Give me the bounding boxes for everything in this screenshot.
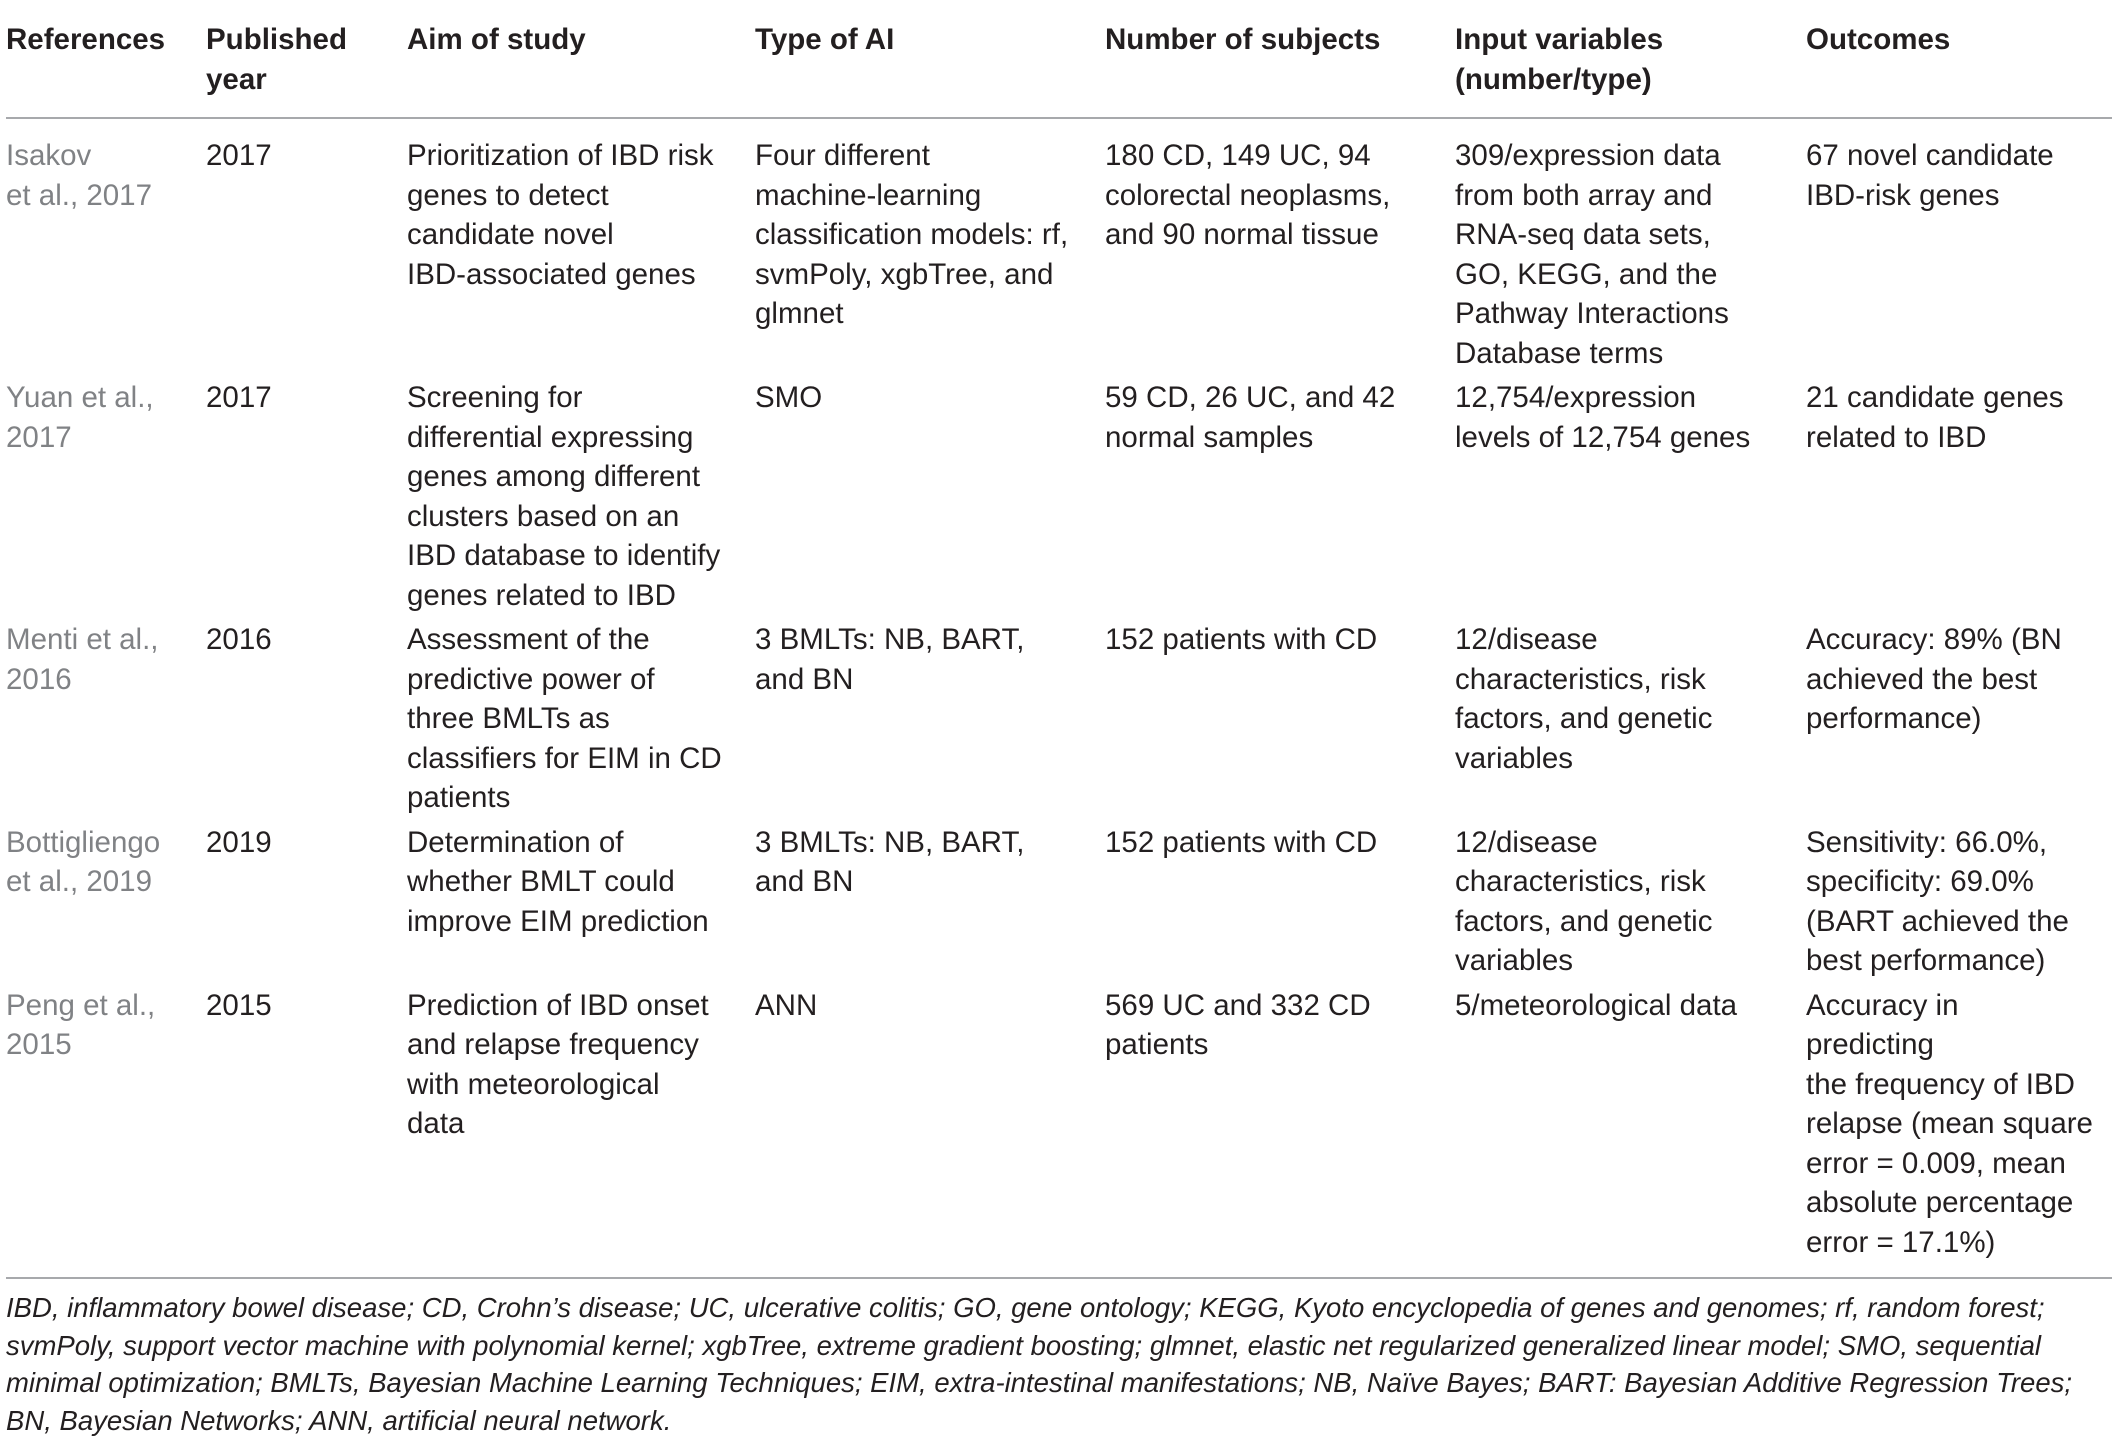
cell-text-line: SMO: [755, 378, 1087, 418]
cell-text-line: normal samples: [1105, 418, 1437, 458]
cell-reference: [6, 118, 206, 373]
cell-text-line: patients: [407, 778, 737, 818]
header-text-line: Published: [206, 20, 389, 60]
cell-text-line: related to IBD: [1806, 418, 2094, 458]
cell-text-line: IBD-risk genes: [1806, 176, 2094, 216]
cell-text-line: 12/disease: [1455, 620, 1788, 660]
cell-text-line: variables: [1455, 739, 1788, 779]
header-text-line: Outcomes: [1806, 20, 2094, 60]
cell-reference: [6, 615, 206, 818]
cell-text-line: 2016: [206, 620, 389, 660]
header-text-line: References: [6, 20, 188, 60]
cell-text-line: data: [407, 1104, 737, 1144]
cell-published-year: [206, 615, 407, 818]
cell-text-line: 5/meteorological data: [1455, 986, 1788, 1026]
cell-text-line: 2017: [206, 378, 389, 418]
cell-text-line: (BART achieved the: [1806, 902, 2094, 942]
cell-input-variables: [1455, 118, 1806, 373]
cell-text-line: whether BMLT could: [407, 862, 737, 902]
table-row: [6, 118, 2112, 373]
cell-text-line: classification models: rf,: [755, 215, 1087, 255]
table-row: [6, 373, 2112, 615]
cell-text-line: Accuracy: 89% (BN: [1806, 620, 2094, 660]
cell-outcomes: [1806, 981, 2112, 1279]
cell-text-line: Database terms: [1455, 334, 1788, 374]
footnote-line: BN, Bayesian Networks; ANN, artificial neural network.: [6, 1402, 2112, 1439]
cell-text-line: ANN: [755, 986, 1087, 1026]
cell-number-of-subjects: [1105, 615, 1455, 818]
cell-text-line: three BMLTs as: [407, 699, 737, 739]
cell-number-of-subjects: [1105, 981, 1455, 1279]
header-text-line: (number/type): [1455, 60, 1788, 100]
cell-text-line: et al., 2017: [6, 176, 188, 216]
cell-text-line: variables: [1455, 941, 1788, 981]
cell-text-line: levels of 12,754 genes: [1455, 418, 1788, 458]
cell-text-line: Peng et al.,: [6, 986, 188, 1026]
cell-text-line: svmPoly, xgbTree, and: [755, 255, 1087, 295]
cell-text-line: 67 novel candidate: [1806, 136, 2094, 176]
cell-outcomes: [1806, 118, 2112, 373]
header-published-year: [206, 0, 407, 118]
cell-text-line: Screening for: [407, 378, 737, 418]
cell-text-line: 180 CD, 149 UC, 94: [1105, 136, 1437, 176]
cell-text-line: best performance): [1806, 941, 2094, 981]
cell-published-year: [206, 373, 407, 615]
cell-text-line: Sensitivity: 66.0%,: [1806, 823, 2094, 863]
header-aim-of-study: [407, 0, 755, 118]
cell-outcomes: [1806, 818, 2112, 981]
cell-text-line: colorectal neoplasms,: [1105, 176, 1437, 216]
cell-text-line: differential expressing: [407, 418, 737, 458]
cell-text-line: Yuan et al.,: [6, 378, 188, 418]
cell-text-line: Assessment of the: [407, 620, 737, 660]
cell-aim-of-study: [407, 118, 755, 373]
cell-outcomes: [1806, 373, 2112, 615]
cell-text-line: 2015: [206, 986, 389, 1026]
cell-text-line: 12,754/expression: [1455, 378, 1788, 418]
cell-text-line: error = 17.1%): [1806, 1223, 2094, 1263]
cell-text-line: achieved the best: [1806, 660, 2094, 700]
cell-text-line: relapse (mean square: [1806, 1104, 2094, 1144]
cell-text-line: characteristics, risk: [1455, 862, 1788, 902]
header-text-line: Type of AI: [755, 20, 1087, 60]
cell-text-line: Bottigliengo: [6, 823, 188, 863]
header-number-of-subjects: [1105, 0, 1455, 118]
cell-text-line: factors, and genetic: [1455, 902, 1788, 942]
cell-text-line: 2019: [206, 823, 389, 863]
cell-text-line: et al., 2019: [6, 862, 188, 902]
cell-text-line: patients: [1105, 1025, 1437, 1065]
cell-text-line: Pathway Interactions: [1455, 294, 1788, 334]
cell-number-of-subjects: [1105, 118, 1455, 373]
cell-number-of-subjects: [1105, 373, 1455, 615]
studies-table: [6, 0, 2112, 1279]
cell-text-line: with meteorological: [407, 1065, 737, 1105]
cell-text-line: and 90 normal tissue: [1105, 215, 1437, 255]
cell-published-year: [206, 118, 407, 373]
cell-text-line: 152 patients with CD: [1105, 620, 1437, 660]
cell-reference: [6, 818, 206, 981]
cell-aim-of-study: [407, 981, 755, 1279]
cell-text-line: absolute percentage: [1806, 1183, 2094, 1223]
cell-type-of-ai: [755, 118, 1105, 373]
cell-published-year: [206, 818, 407, 981]
cell-text-line: machine-learning: [755, 176, 1087, 216]
cell-text-line: factors, and genetic: [1455, 699, 1788, 739]
cell-aim-of-study: [407, 818, 755, 981]
header-references: [6, 0, 206, 118]
cell-text-line: 2015: [6, 1025, 188, 1065]
cell-outcomes: [1806, 615, 2112, 818]
cell-reference: [6, 373, 206, 615]
cell-text-line: 12/disease: [1455, 823, 1788, 863]
table-footnote: [6, 1289, 2112, 1439]
table-row: [6, 981, 2112, 1279]
cell-text-line: and relapse frequency: [407, 1025, 737, 1065]
cell-text-line: 3 BMLTs: NB, BART,: [755, 823, 1087, 863]
cell-text-line: Isakov: [6, 136, 188, 176]
cell-text-line: error = 0.009, mean: [1806, 1144, 2094, 1184]
cell-text-line: 309/expression data: [1455, 136, 1788, 176]
header-type-of-ai: [755, 0, 1105, 118]
cell-aim-of-study: [407, 615, 755, 818]
cell-reference: [6, 981, 206, 1279]
cell-published-year: [206, 981, 407, 1279]
header-row: [6, 0, 2112, 118]
header-input-variables: [1455, 0, 1806, 118]
table-row: [6, 818, 2112, 981]
table-row: [6, 615, 2112, 818]
cell-text-line: Four different: [755, 136, 1087, 176]
cell-text-line: Accuracy in predicting: [1806, 986, 2094, 1065]
cell-text-line: 152 patients with CD: [1105, 823, 1437, 863]
cell-text-line: Prediction of IBD onset: [407, 986, 737, 1026]
footnote-line: IBD, inflammatory bowel disease; CD, Crohn’s disease; UC, ulcerative colitis; GO, gene ontology; KEGG, Kyoto encyclopedia of genes and genomes; rf, random forest;: [6, 1289, 2112, 1327]
cell-text-line: glmnet: [755, 294, 1087, 334]
cell-number-of-subjects: [1105, 818, 1455, 981]
header-outcomes: [1806, 0, 2112, 118]
cell-text-line: IBD database to identify: [407, 536, 737, 576]
cell-text-line: Menti et al.,: [6, 620, 188, 660]
cell-text-line: the frequency of IBD: [1806, 1065, 2094, 1105]
cell-text-line: genes related to IBD: [407, 576, 737, 616]
cell-text-line: 2016: [6, 660, 188, 700]
cell-text-line: IBD-associated genes: [407, 255, 737, 295]
cell-text-line: 2017: [206, 136, 389, 176]
cell-input-variables: [1455, 615, 1806, 818]
cell-text-line: genes among different: [407, 457, 737, 497]
cell-text-line: Prioritization of IBD risk: [407, 136, 737, 176]
footnote-line: minimal optimization; BMLTs, Bayesian Machine Learning Techniques; EIM, extra-intestinal manifestations; NB, Naïve Bayes; BART: Bayesian Additive Regression Trees;: [6, 1364, 2112, 1402]
footnote-line: svmPoly, support vector machine with polynomial kernel; xgbTree, extreme gradient boosting; glmnet, elastic net regularized generalized linear model; SMO, sequential: [6, 1327, 2112, 1365]
cell-type-of-ai: [755, 373, 1105, 615]
cell-text-line: candidate novel: [407, 215, 737, 255]
cell-text-line: and BN: [755, 862, 1087, 902]
cell-text-line: RNA-seq data sets,: [1455, 215, 1788, 255]
table-body: [6, 118, 2112, 1278]
table-header: [6, 0, 2112, 118]
cell-text-line: improve EIM prediction: [407, 902, 737, 942]
cell-text-line: predictive power of: [407, 660, 737, 700]
cell-aim-of-study: [407, 373, 755, 615]
cell-text-line: clusters based on an: [407, 497, 737, 537]
header-text-line: Number of subjects: [1105, 20, 1437, 60]
header-text-line: Input variables: [1455, 20, 1788, 60]
cell-text-line: 2017: [6, 418, 188, 458]
cell-text-line: 59 CD, 26 UC, and 42: [1105, 378, 1437, 418]
cell-type-of-ai: [755, 981, 1105, 1279]
cell-text-line: Determination of: [407, 823, 737, 863]
cell-text-line: specificity: 69.0%: [1806, 862, 2094, 902]
cell-input-variables: [1455, 818, 1806, 981]
cell-text-line: from both array and: [1455, 176, 1788, 216]
cell-type-of-ai: [755, 818, 1105, 981]
cell-text-line: 21 candidate genes: [1806, 378, 2094, 418]
cell-text-line: GO, KEGG, and the: [1455, 255, 1788, 295]
cell-input-variables: [1455, 981, 1806, 1279]
cell-text-line: characteristics, risk: [1455, 660, 1788, 700]
cell-text-line: performance): [1806, 699, 2094, 739]
header-text-line: Aim of study: [407, 20, 737, 60]
cell-text-line: and BN: [755, 660, 1087, 700]
cell-type-of-ai: [755, 615, 1105, 818]
cell-text-line: 3 BMLTs: NB, BART,: [755, 620, 1087, 660]
cell-input-variables: [1455, 373, 1806, 615]
cell-text-line: classifiers for EIM in CD: [407, 739, 737, 779]
cell-text-line: 569 UC and 332 CD: [1105, 986, 1437, 1026]
cell-text-line: genes to detect: [407, 176, 737, 216]
header-text-line: year: [206, 60, 389, 100]
